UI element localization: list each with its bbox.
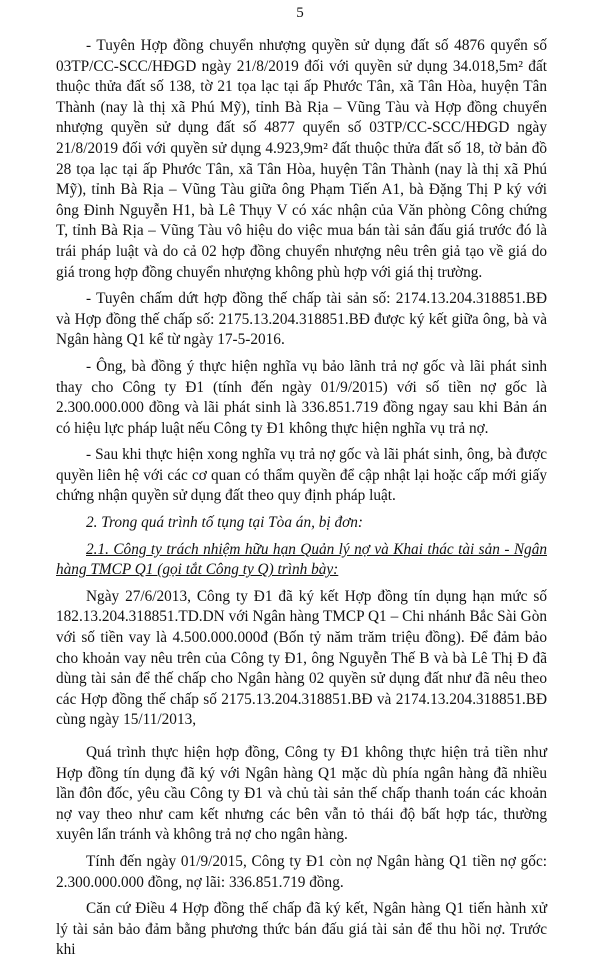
paragraph-certificate-update: - Sau khi thực hiện xong nghĩa vụ trả nợ gốc và lãi phát sinh, ông, bà được quyền liên hệ với các cơ quan có thẩm quyền để cập nhật lại hoặc cấp mới giấy chứng nhận quyền sử dụng đất theo quy định pháp luật. (56, 446, 547, 505)
paragraph-outstanding-debt: Tính đến ngày 01/9/2015, Công ty Đ1 còn nợ Ngân hàng Q1 tiền nợ gốc: 2.300.000.000 đồng, nợ lãi: 336.851.719 đồng. (56, 852, 547, 891)
section-heading-defendant: 2. Trong quá trình tố tụng tại Tòa án, bị đơn: (86, 514, 364, 532)
paragraph-cancel-transfer-contracts: - Tuyên Hợp đồng chuyển nhượng quyền sử dụng đất số 4876 quyển số 03TP/CC-SCC/HĐGD ngày 21/8/2019 đối với quyền sử dụng 34.018,5m² đất thuộc thửa đất số 138, tờ 21 tọa lạc tại ấp Phước Tân, xã Tân Hòa, huyện Tân Thành (nay là thị xã Phú Mỹ), tỉnh Bà Rịa – Vũng Tàu và Hợp đồng chuyển nhượng quyền sử dụng đất số 4877 quyển số 03TP/CC-SCC/HĐGD ngày 21/8/2019 đối với quyền sử dụng 4.923,9m² đất thuộc thửa đất số 18, tờ bản đồ 28 tọa lạc tại ấp Phước Tân, xã Tân Hòa, huyện Tân Thành (nay là thị xã Phú Mỹ), tỉnh Bà Rịa – Vũng Tàu giữa ông Phạm Tiến A1, bà Đặng Thị P ký với ông Đinh Nguyễn H1, bà Lê Thụy V có xác nhận của Văn phòng Công chứng T, tỉnh Bà Rịa – Vũng Tàu vô hiệu do việc mua bán tài sản đấu giá trước đó là trái pháp luật và do cả 02 hợp đồng chuyển nhượng nêu trên giả tạo về giá do giá trong hợp đồng chuyển nhượng không phù hợp với giá thị trường. (56, 37, 547, 281)
paragraph-contract-performance: Quá trình thực hiện hợp đồng, Công ty Đ1 không thực hiện trả tiền như Hợp đồng tín dụng đã ký với Ngân hàng Q1 mặc dù phía ngân hàng đã nhiều lần đôn đốc, yêu cầu Công ty Đ1 và chủ tài sản thế chấp thanh toán các khoản nợ vay theo như cam kết nhưng các bên vẫn tỏ thái độ bất hợp tác, thường xuyên lẩn tránh và không trả nợ cho ngân hàng. (56, 744, 547, 844)
subsection-heading-company-q: 2.1. Công ty trách nhiệm hữu hạn Quản lý nợ và Khai thác tài sản - Ngân hàng TMCP Q1 (gọi tắt Công ty Q) trình bày: (56, 540, 547, 579)
paragraph-credit-contract: Ngày 27/6/2013, Công ty Đ1 đã ký kết Hợp đồng tín dụng hạn mức số 182.13.204.318851.TD.DN với Ngân hàng TMCP Q1 – Chi nhánh Bắc Sài Gòn với số tiền vay là 4.500.000.000đ (Bốn tỷ năm trăm triệu đồng). Để đảm bảo cho khoản vay nêu trên của Công ty Đ1, ông Nguyễn Thế B và bà Lê Thị Đ đã dùng tài sản để thế chấp cho Ngân hàng 02 quyền sử dụng đất như đã nêu theo các Hợp đồng thế chấp số 2175.13.204.318851.BĐ và 2174.13.204.318851.BĐ cùng ngày 15/11/2013, (56, 587, 547, 729)
paragraph-terminate-mortgage: - Tuyên chấm dứt hợp đồng thế chấp tài sản số: 2174.13.204.318851.BĐ và Hợp đồng thế chấp số: 2175.13.204.318851.BĐ được ký kết giữa ông, bà và Ngân hàng Q1 kể từ ngày 17-5-2016. (56, 290, 547, 349)
page-number: 5 (296, 5, 304, 21)
paragraph-asset-handling: Căn cứ Điều 4 Hợp đồng thế chấp đã ký kết, Ngân hàng Q1 tiến hành xử lý tài sản bảo đảm bằng phương thức bán đấu giá tài sản để thu hồi nợ. Trước khi (56, 900, 547, 959)
paragraph-guarantee-obligation: - Ông, bà đồng ý thực hiện nghĩa vụ bảo lãnh trả nợ gốc và lãi phát sinh thay cho Công ty Đ1 (tính đến ngày 01/9/2015) với số tiền nợ gốc là 2.300.000.000 đồng và lãi phát sinh là 336.851.719 đồng ngay sau khi Bản án có hiệu lực pháp luật nếu Công ty Đ1 không thực hiện nghĩa vụ trả nợ. (56, 357, 547, 437)
document-body (56, 36, 547, 967)
